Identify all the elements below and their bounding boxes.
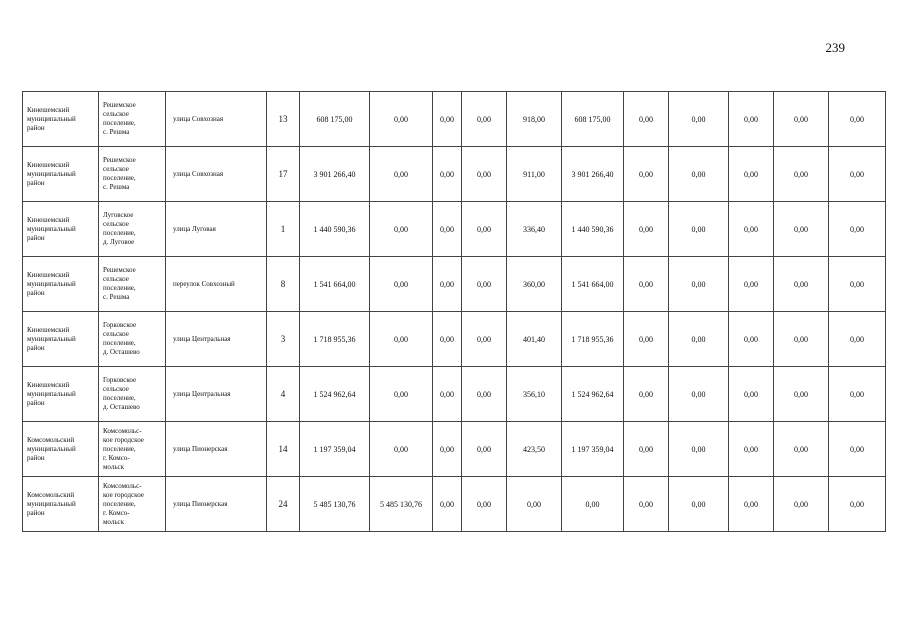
value-cell: 360,00: [507, 257, 562, 312]
value-cell: 0,00: [433, 147, 462, 202]
settlement-cell: Решемское сельское поселение, с. Решма: [99, 257, 166, 312]
value-cell: 608 175,00: [300, 92, 370, 147]
value-cell: 0,00: [433, 477, 462, 532]
settlement-cell: Луговское сельское поселение, д. Луговое: [99, 202, 166, 257]
house-number-cell: 8: [267, 257, 300, 312]
house-number-cell: 13: [267, 92, 300, 147]
settlement-cell: Горковское сельское поселение, д. Осташево: [99, 367, 166, 422]
value-cell: 0,00: [774, 92, 829, 147]
value-cell: 0,00: [774, 257, 829, 312]
value-cell: 0,00: [729, 367, 774, 422]
value-cell: 0,00: [624, 202, 669, 257]
settlement-cell: Решемское сельское поселение, с. Решма: [99, 147, 166, 202]
house-number-cell: 1: [267, 202, 300, 257]
value-cell: 0,00: [370, 92, 433, 147]
street-cell: улица Совхозная: [166, 147, 267, 202]
value-cell: 0,00: [370, 422, 433, 477]
value-cell: 0,00: [624, 367, 669, 422]
value-cell: 0,00: [562, 477, 624, 532]
value-cell: 336,40: [507, 202, 562, 257]
municipality-cell: Кинешемский муниципальный район: [23, 147, 99, 202]
value-cell: 0,00: [774, 202, 829, 257]
table-row: [23, 92, 886, 147]
value-cell: 356,10: [507, 367, 562, 422]
value-cell: 0,00: [669, 92, 729, 147]
value-cell: 0,00: [729, 147, 774, 202]
value-cell: 5 485 130,76: [300, 477, 370, 532]
value-cell: 0,00: [462, 92, 507, 147]
value-cell: 0,00: [624, 312, 669, 367]
value-cell: 0,00: [433, 312, 462, 367]
value-cell: 0,00: [370, 367, 433, 422]
value-cell: 0,00: [433, 257, 462, 312]
value-cell: 0,00: [729, 202, 774, 257]
value-cell: 0,00: [669, 147, 729, 202]
value-cell: 0,00: [462, 367, 507, 422]
value-cell: 0,00: [669, 367, 729, 422]
settlement-cell: Решемское сельское поселение, с. Решма: [99, 92, 166, 147]
street-cell: улица Центральная: [166, 367, 267, 422]
settlement-cell: Комсомольс- кое городское поселение, г. Комсо- мольск: [99, 422, 166, 477]
value-cell: 0,00: [462, 202, 507, 257]
value-cell: 0,00: [370, 312, 433, 367]
value-cell: 0,00: [669, 477, 729, 532]
street-cell: улица Луговая: [166, 202, 267, 257]
street-cell: переулок Совхозный: [166, 257, 267, 312]
value-cell: 0,00: [729, 92, 774, 147]
table-row: [23, 147, 886, 202]
table-row: [23, 312, 886, 367]
municipality-cell: Кинешемский муниципальный район: [23, 257, 99, 312]
settlement-cell: Комсомольс- кое городское поселение, г. Комсо- мольск: [99, 477, 166, 532]
value-cell: 0,00: [829, 202, 886, 257]
value-cell: 0,00: [624, 477, 669, 532]
value-cell: 1 524 962,64: [562, 367, 624, 422]
value-cell: 0,00: [829, 477, 886, 532]
municipality-cell: Кинешемский муниципальный район: [23, 202, 99, 257]
value-cell: 0,00: [774, 367, 829, 422]
value-cell: 0,00: [669, 422, 729, 477]
value-cell: 1 524 962,64: [300, 367, 370, 422]
house-number-cell: 24: [267, 477, 300, 532]
value-cell: 0,00: [507, 477, 562, 532]
page-number: 239: [825, 40, 845, 55]
street-cell: улица Совхозная: [166, 92, 267, 147]
value-cell: 0,00: [624, 422, 669, 477]
value-cell: 0,00: [624, 257, 669, 312]
house-number-cell: 17: [267, 147, 300, 202]
value-cell: 0,00: [669, 257, 729, 312]
value-cell: 1 197 359,04: [300, 422, 370, 477]
data-table: [22, 91, 886, 532]
table-row: [23, 477, 886, 532]
value-cell: 0,00: [729, 312, 774, 367]
value-cell: 0,00: [462, 477, 507, 532]
municipality-cell: Комсомольский муниципальный район: [23, 477, 99, 532]
value-cell: 5 485 130,76: [370, 477, 433, 532]
value-cell: 0,00: [774, 477, 829, 532]
value-cell: 1 440 590,36: [300, 202, 370, 257]
table-row: [23, 422, 886, 477]
value-cell: 0,00: [433, 367, 462, 422]
value-cell: 0,00: [462, 147, 507, 202]
value-cell: 0,00: [433, 422, 462, 477]
table-row: [23, 202, 886, 257]
value-cell: 0,00: [624, 92, 669, 147]
street-cell: улица Центральная: [166, 312, 267, 367]
value-cell: 423,50: [507, 422, 562, 477]
value-cell: 0,00: [829, 257, 886, 312]
value-cell: 918,00: [507, 92, 562, 147]
value-cell: 3 901 266,40: [562, 147, 624, 202]
value-cell: 0,00: [669, 202, 729, 257]
house-number-cell: 3: [267, 312, 300, 367]
value-cell: 0,00: [624, 147, 669, 202]
value-cell: 0,00: [433, 92, 462, 147]
value-cell: 0,00: [774, 147, 829, 202]
value-cell: 0,00: [370, 202, 433, 257]
value-cell: 0,00: [829, 92, 886, 147]
value-cell: 0,00: [370, 147, 433, 202]
table-row: [23, 257, 886, 312]
municipality-cell: Комсомольский муниципальный район: [23, 422, 99, 477]
value-cell: 0,00: [433, 202, 462, 257]
value-cell: 1 541 664,00: [300, 257, 370, 312]
settlement-cell: Горковское сельское поселение, д. Осташево: [99, 312, 166, 367]
value-cell: 1 718 955,36: [562, 312, 624, 367]
value-cell: 0,00: [669, 312, 729, 367]
value-cell: 1 440 590,36: [562, 202, 624, 257]
value-cell: 0,00: [729, 477, 774, 532]
street-cell: улица Пионерская: [166, 477, 267, 532]
value-cell: 0,00: [462, 257, 507, 312]
value-cell: 1 718 955,36: [300, 312, 370, 367]
value-cell: 0,00: [829, 312, 886, 367]
value-cell: 0,00: [829, 422, 886, 477]
value-cell: 0,00: [729, 257, 774, 312]
value-cell: 0,00: [462, 422, 507, 477]
value-cell: 0,00: [462, 312, 507, 367]
house-number-cell: 14: [267, 422, 300, 477]
value-cell: 0,00: [729, 422, 774, 477]
value-cell: 1 197 359,04: [562, 422, 624, 477]
value-cell: 911,00: [507, 147, 562, 202]
value-cell: 0,00: [829, 367, 886, 422]
table-body: [23, 92, 886, 532]
value-cell: 0,00: [829, 147, 886, 202]
value-cell: 608 175,00: [562, 92, 624, 147]
value-cell: 401,40: [507, 312, 562, 367]
table-row: [23, 367, 886, 422]
value-cell: 0,00: [774, 312, 829, 367]
value-cell: 0,00: [774, 422, 829, 477]
house-number-cell: 4: [267, 367, 300, 422]
value-cell: 1 541 664,00: [562, 257, 624, 312]
street-cell: улица Пионерская: [166, 422, 267, 477]
value-cell: 3 901 266,40: [300, 147, 370, 202]
municipality-cell: Кинешемский муниципальный район: [23, 92, 99, 147]
municipality-cell: Кинешемский муниципальный район: [23, 312, 99, 367]
municipality-cell: Кинешемский муниципальный район: [23, 367, 99, 422]
value-cell: 0,00: [370, 257, 433, 312]
